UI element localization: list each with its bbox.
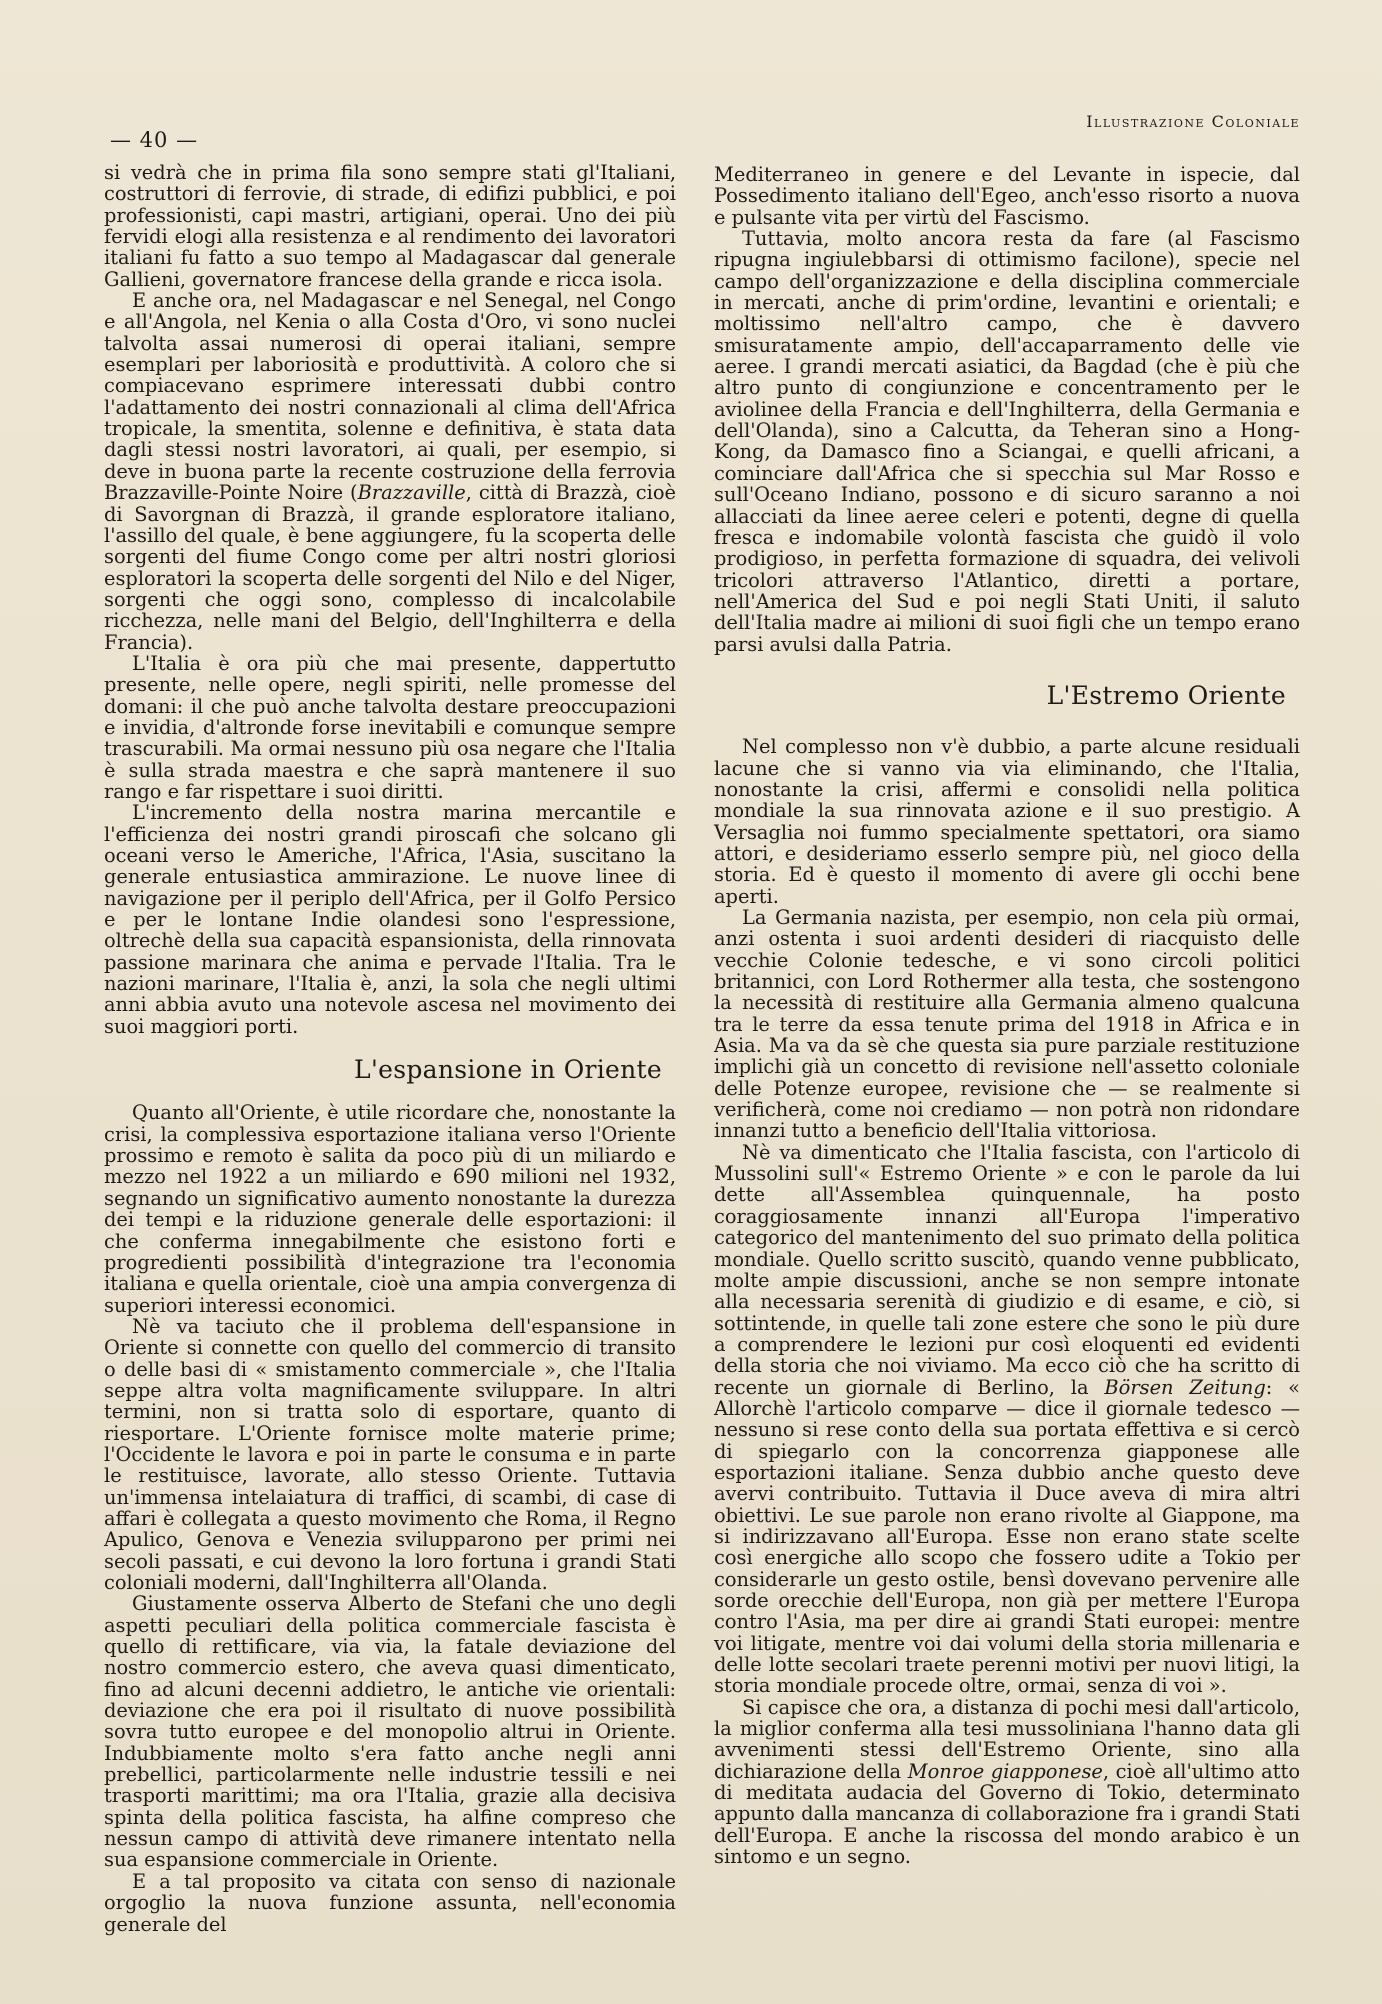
left-column xyxy=(104,162,676,1935)
page-number: — 40 — xyxy=(110,128,199,152)
running-head: Illustrazione Coloniale xyxy=(1086,112,1300,131)
paragraph: si vedrà che in prima fila sono sempre stati gl'Italiani, costruttori di ferrovie, di strade, di edifizi pubblici, e poi professionisti, capi mastri, artigiani, operai. Uno dei più fervidi elogi alla resistenza e al rendimento dei lavoratori italiani fu fatto a suo tempo al Madagascar dal generale Gallieni, governatore francese della grande e ricca isola. xyxy=(104,161,676,291)
paragraph-text: , cioè all'ultimo atto di meditata audacia del Governo di Tokio, determinato appunto dalla mancanza di collaborazione fra i grandi Stati dell'Europa. E anche la riscossa del mondo arabico è un sintomo e un segno. xyxy=(714,1759,1300,1869)
paragraph: Tuttavia, molto ancora resta da fare (al Fascismo ripugna ingiulebbarsi di ottimismo facilone), specie nel campo dell'organizzazione e della disciplina commerciale in mercati, anche di prim'ordine, levantini e orientali; e moltissimo nell'altro campo, che è davvero smisuratamente ampio, dell'accaparramento delle vie aeree. I grandi mercati asiatici, da Bagdad (che è più che altro punto di congiunzione e concentramento per le aviolinee della Francia e dell'Inghilterra, della Germania e dell'Olanda), sino a Calcutta, da Teheran sino a Hong-Kong, da Damasco fino a Sciangai, e quelli africani, a cominciare dall'Africa che si specchia sul Mar Rosso e sull'Oceano Indiano, possono e di sicuro saranno a noi allacciati da linee aeree celeri e potenti, degne di quella fresca e indomabile volontà fascista che guidò il volo prodigioso, in perfetta formazione di squadra, dei velivoli tricolori attraverso l'Atlantico, diretti a portare, nell'America del Sud e poi negli Stati Uniti, il saluto dell'Italia madre ai milioni di suoi figli che un tempo erano parsi avulsi dalla Patria. xyxy=(714,227,1300,656)
paragraph: Nè va taciuto che il problema dell'espansione in Oriente si connette con quello del commercio di transito o delle basi di « smistamento commerciale », che l'Italia seppe altra volta magnificamente sviluppare. In altri termini, non si tratta solo di esportare, quanto di riesportare. L'Oriente fornisce molte materie prime; l'Occidente le lavora e poi in parte le consuma e in parte le restituisce, lavorate, allo stesso Oriente. Tuttavia un'immensa intelaiatura di traffici, di scambi, di case di affari è collegata a questo movimento che Roma, il Regno Apulico, Genova e Venezia svilupparono per primi nei secoli passati, e cui devono la loro fortuna i grandi Stati coloniali moderni, dall'Inghilterra all'Olanda. xyxy=(104,1314,676,1594)
paragraph-text: : « Allorchè l'articolo comparve — dice il giornale tedesco — nessuno si rese conto della sua portata effettiva e si cercò di spiegarlo con la concorrenza giapponese alle esportazioni italiane. Senza dubbio anche questo deve avervi contribuito. Tuttavia il Duce aveva di mira altri obiettivi. Le sue parole non erano rivolte al Giappone, ma si indirizzavano all'Europa. Esse non erano state scelte così energiche allo scopo che fossero udite a Tokio per considerarle un gesto ostile, bensì dovevano pervenire alle sorde orecchie dell'Europa, non già per mettere l'Europa contro l'Asia, ma per dire ai grandi Stati europei: mentre voi litigate, mentre voi dai volumi della storia millenaria e delle lotte secolari traete perenni motivi per nuovi litigi, la storia mondiale procede oltre, ormai, senza di voi ». xyxy=(714,1375,1300,1698)
italic-term: Börsen Zeitung xyxy=(1104,1375,1266,1399)
section-heading: L'Estremo Oriente xyxy=(1046,680,1286,710)
paragraph xyxy=(714,1142,1300,1697)
paragraph xyxy=(104,290,676,653)
paragraph: Nel complesso non v'è dubbio, a parte alcune residuali lacune che si vanno via via eliminando, che l'Italia, nonostante la crisi, affermi e consolidi nella politica mondiale la sua rinnovata azione e il suo prestigio. A Versaglia noi fummo specialmente spettatori, ora siamo attori, e desideriamo esserlo sempre più, nel gioco della storia. Ed è questo il momento di avere gli occhi bene aperti. xyxy=(714,735,1300,908)
italic-term: Brazzaville xyxy=(357,481,466,505)
paragraph: E a tal proposito va citata con senso di nazionale orgoglio la nuova funzione assunta, nell'economia generale del xyxy=(104,1869,676,1936)
paragraph-text: , città di Brazzà, cioè di Savorgnan di Brazzà, il grande esploratore italiano, l'assillo del quale, è bene aggiungere, fu la scoperta delle sorgenti del fiume Congo come per altri nostri gloriosi esploratori la scoperta delle sorgenti del Nilo e del Niger, sorgenti che oggi sono, complesso di incalcolabile ricchezza, nelle mani del Belgio, dell'Inghilterra e della Francia). xyxy=(104,481,676,654)
section-heading: L'espansione in Oriente xyxy=(354,1055,662,1085)
paragraph: Giustamente osserva Alberto de Stefani che uno degli aspetti peculiari della politica commerciale fascista è quello di rettificare, via via, la fatale deviazione del nostro commercio estero, che aveva quasi dimenticato, fino ad alcuni decenni addietro, le antiche vie orientali: deviazione che era poi il risultato di nuove possibilità sovra tutto europee e del monopolio altrui in Oriente. Indubbiamente molto s'era fatto anche negli anni prebellici, particolarmente nelle industrie tessili e nei trasporti marittimi; ma ora l'Italia, grazie alla decisiva spinta della politica fascista, ha alfine compreso che nessun campo di attività deve rimanere intentato nella sua espansione commerciale in Oriente. xyxy=(104,1592,676,1872)
paragraph: Mediterraneo in genere e del Levante in ispecie, dal Possedimento italiano dell'Egeo, anch'esso risorto a nuova e pulsante vita per virtù del Fascismo. xyxy=(714,163,1300,229)
paragraph-text: E anche ora, nel Madagascar e nel Senegal, nel Congo e all'Angola, nel Kenia o alla Costa d'Oro, vi sono nuclei talvolta assai numerosi di operai italiani, sempre esemplari per laboriosità e produttività. A coloro che si compiacevano esprimere interessati dubbi contro l'adattamento dei nostri connazionali al clima dell'Africa tropicale, la smentita, solenne e definitiva, è stata data dagli stessi nostri lavoratori, ai quali, per esempio, si deve in buona parte la recente costruzione della ferrovia Brazzaville-Pointe Noire ( xyxy=(104,289,676,505)
right-column xyxy=(714,164,1300,1867)
paragraph-text: Si capisce che ora, a distanza di pochi mesi dall'articolo, la miglior conferma alla tesi mussoliniana l'hanno data gli avvenimenti stessi dell'Estremo Oriente, sino alla dichiarazione della xyxy=(714,1695,1300,1783)
paragraph: L'incremento della nostra marina mercantile e l'efficienza dei nostri grandi piroscafi che solcano gli oceani verso le Americhe, l'Africa, l'Asia, suscitano la generale entusiastica ammirazione. Le nuove linee di navigazione per il periplo dell'Africa, per il Golfo Persico e per le lontane Indie olandesi sono l'espressione, oltrechè della sua capacità espansionista, della rinnovata passione marinara che anima e pervade l'Italia. Tra le nazioni marinare, l'Italia è, anzi, la sola che negli ultimi anni abbia avuto una notevole ascesa nel movimento dei suoi maggiori porti. xyxy=(104,801,676,1038)
paragraph: Quanto all'Oriente, è utile ricordare che, nonostante la crisi, la complessiva esportazione italiana verso l'Oriente prossimo e remoto è salita da poco più di un miliardo e mezzo nel 1922 a un miliardo e 690 milioni nel 1932, segnando un significativo aumento nonostante la durezza dei tempi e la riduzione generale delle esportazioni: il che conferma innegabilmente che esistono forti e progredienti possibilità d'integrazione tra l'economia italiana e quella orientale, cioè una ampia convergenza di superiori interessi economici. xyxy=(104,1101,676,1317)
paragraph-text: Nè va dimenticato che l'Italia fascista, con l'articolo di Mussolini sull'« Estremo Oriente » e con le parole da lui dette all'Assemblea quinquennale, ha posto coraggiosamente innanzi all'Europa l'imperativo categorico del mantenimento del suo primato della politica mondiale. Quello scritto suscitò, quando venne pubblicato, molte ampie discussioni, anche se non sempre intonate alla necessaria serenità di giudizio e di esame, e ciò, si sottintende, in quelle tali zone estere che sono le più dure a comprendere le lezioni pur così eloquenti ed evidenti della storia che noi viviamo. Ma ecco ciò che ha scritto di recente un giornale di Berlino, la xyxy=(714,1140,1300,1399)
italic-term: Monroe giapponese xyxy=(907,1759,1103,1783)
paragraph: La Germania nazista, per esempio, non cela più ormai, anzi ostenta i suoi ardenti desideri di riacquisto delle vecchie Colonie tedesche, e vi sono circoli politici britannici, con Lord Rothermer alla testa, che sostengono la necessità di restituire alla Germania almeno qualcuna tra le terre da essa tenute prima del 1918 in Africa e in Asia. Ma va da sè che questa sia pure parziale restituzione implichi già un concetto di revisione nell'assetto coloniale delle Potenze europee, revisione che — se realmente si verificherà, come noi crediamo — non potrà non ridondare innanzi tutto a beneficio dell'Italia vittoriosa. xyxy=(714,906,1300,1143)
paragraph: L'Italia è ora più che mai presente, dappertutto presente, nelle opere, negli spiriti, nelle promesse del domani: il che può anche talvolta destare preoccupazioni e invidia, d'altronde forse inevitabili e comunque sempre trascurabili. Ma ormai nessuno più osa negare che l'Italia è sulla strada maestra e che saprà mantenere il suo rango e far rispettare i suoi diritti. xyxy=(104,651,676,803)
paragraph xyxy=(714,1697,1300,1868)
